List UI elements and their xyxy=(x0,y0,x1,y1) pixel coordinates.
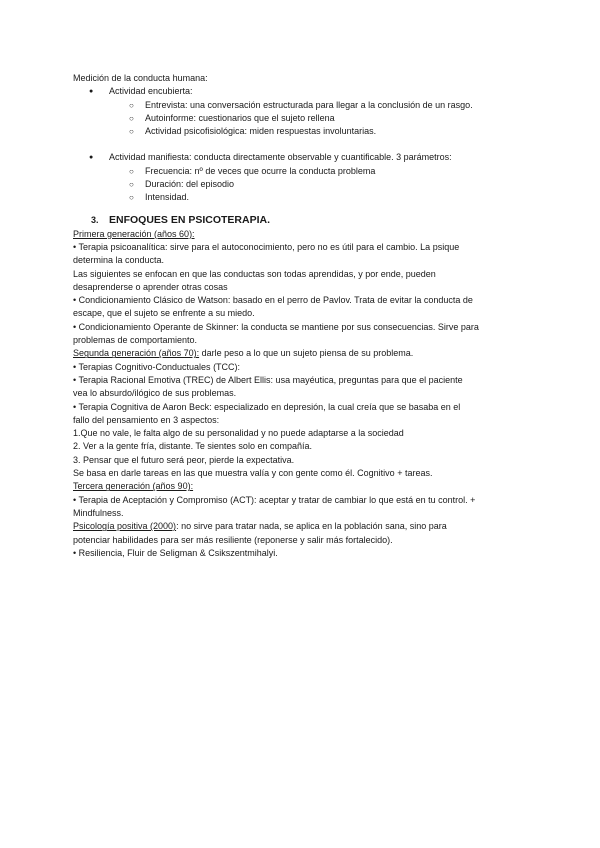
positive-psychology-line xyxy=(73,520,533,533)
second-generation-text: darle peso a lo que un sujeto piensa de su problema. xyxy=(199,348,414,359)
text-line: 1.Que no vale, le falta algo de su personalidad y no puede adaptarse a la sociedad xyxy=(73,428,404,439)
text-line: 3. Pensar que el futuro será peor, pierde la expectativa. xyxy=(73,454,295,465)
positive-psychology-text: : no sirve para tratar nada, se aplica en la población sana, sino para xyxy=(176,521,447,532)
list-item: ○ Autoinforme: cuestionarios que el sujeto rellena xyxy=(73,112,533,125)
text-line: Las siguientes se enfocan en que las conductas son todas aprendidas, y por ende, pueden xyxy=(73,268,436,279)
list-item: ○ Frecuencia: nº de veces que ocurre la conducta problema xyxy=(73,165,533,178)
list-item: ○ Entrevista: una conversación estructurada para llegar a la conclusión de un rasgo. xyxy=(73,99,533,112)
first-generation-title: Primera generación (años 60): xyxy=(73,228,195,239)
text-line: 2. Ver a la gente fría, distante. Te sientes solo en compañía. xyxy=(73,441,312,452)
text-line: potenciar habilidades para ser más resiliente (reponerse y salir más fortalecido). xyxy=(73,534,393,545)
list-item: ○ Actividad psicofisiológica: miden respuestas involuntarias. xyxy=(73,125,533,138)
covert-activity-label: ● Actividad encubierta: xyxy=(73,85,533,98)
positive-psychology-title: Psicología positiva (2000) xyxy=(73,521,177,532)
text-line: • Condicionamiento Clásico de Watson: basado en el perro de Pavlov. Trata de evitar la conducta de xyxy=(73,295,473,306)
overt-activity-label: ● Actividad manifiesta: conducta directamente observable y cuantificable. 3 parámetros: xyxy=(73,151,533,164)
text-line: • Terapia Racional Emotiva (TREC) de Albert Ellis: usa mayéutica, preguntas para que el paciente xyxy=(73,374,463,385)
text-line: • Terapia psicoanalítica: sirve para el autoconocimiento, pero no es útil para el cambio. La psique xyxy=(73,241,460,252)
text-line: determina la conducta. xyxy=(73,255,165,266)
list-item: ○ Duración: del episodio xyxy=(73,178,533,191)
text-line: • Condicionamiento Operante de Skinner: la conducta se mantiene por sus consecuencias. Sirve para xyxy=(73,321,479,332)
text-line: fallo del pensamiento en 3 aspectos: xyxy=(73,414,220,425)
text-line: • Terapia Cognitiva de Aaron Beck: especializado en depresión, la cual creía que se basaba en el xyxy=(73,401,461,412)
text-line: Mindfulness. xyxy=(73,507,124,518)
text-line: escape, que el sujeto se enfrente a su miedo. xyxy=(73,308,255,319)
section-title: ENFOQUES EN PSICOTERAPIA. xyxy=(109,213,271,226)
document-page xyxy=(73,72,533,560)
text-line: • Terapia de Aceptación y Compromiso (ACT): aceptar y tratar de cambiar lo que está en tu control. + xyxy=(73,494,476,505)
list-item: ○ Intensidad. xyxy=(73,191,533,204)
text-line: • Terapias Cognitivo-Conductuales (TCC): xyxy=(73,361,241,372)
second-generation-line xyxy=(73,347,533,360)
overt-activity-list xyxy=(73,151,533,204)
text-line: • Resiliencia, Fluir de Seligman & Csikszentmihalyi. xyxy=(73,547,278,558)
covert-activity-list xyxy=(73,85,533,138)
section-heading xyxy=(73,213,533,227)
text-line: desaprenderse o aprender otras cosas xyxy=(73,281,228,292)
text-line: problemas de comportamiento. xyxy=(73,335,198,346)
intro-heading: Medición de la conducta humana: xyxy=(73,73,208,83)
section-number: 3. xyxy=(91,214,99,225)
second-generation-title: Segunda generación (años 70): xyxy=(73,348,200,359)
text-line: vea lo absurdo/ilógico de sus problemas. xyxy=(73,388,237,399)
third-generation-title: Tercera generación (años 90): xyxy=(73,481,194,492)
text-line: Se basa en darle tareas en las que muestra valía y con gente como él. Cognitivo + tareas. xyxy=(73,468,433,479)
